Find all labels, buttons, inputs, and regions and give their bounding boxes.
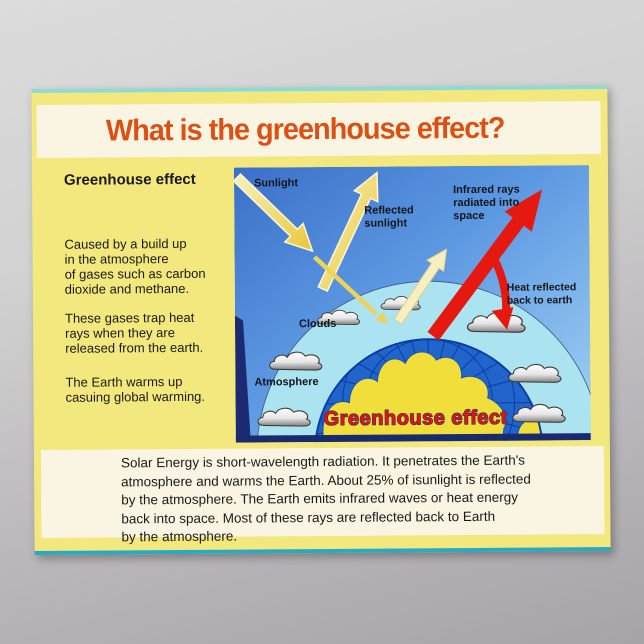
diagram-caption: Greenhouse effect (323, 406, 508, 430)
footer-paragraph: Solar Energy is short-wavelength radiation. It penetrates the Earth's atmosphere and warms the Earth. About 25% of isunlight is reflected by the atmosphere. The Earth emits infrared waves or heat energy back into space. Most of these rays are reflected back to Earth by the atmosphere. (120, 452, 531, 545)
poster-edge-bottom (35, 547, 611, 555)
label-reflected-line1: Reflected (364, 204, 414, 217)
label-infrared-line1: Infrared rays (453, 183, 520, 197)
sidebar-paragraph: The Earth warms up casuing global warming. (65, 373, 206, 405)
poster (31, 85, 610, 555)
label-infrared-line3: space (453, 209, 485, 223)
page-title: What is the greenhouse effect? (105, 111, 505, 148)
label-sunlight: Sunlight (254, 177, 299, 190)
sidebar-paragraph: Caused by a build up in the atmosphere of gases such as carbon dioxide and methane. (64, 235, 206, 297)
greenhouse-diagram (234, 165, 591, 442)
poster-edge-top (31, 85, 607, 93)
sidebar-heading: Greenhouse effect (63, 170, 196, 189)
label-heat-line1: Heat reflected (506, 281, 577, 294)
label-heat-line2: back to earth (506, 294, 573, 307)
sidebar-paragraph: These gases trap heat rays when they are released from the earth. (64, 309, 204, 356)
label-infrared-line2: radiated into (453, 196, 520, 210)
diagram-canvas (234, 165, 591, 442)
footer-panel (41, 446, 605, 545)
label-reflected-line2: sunlight (364, 217, 408, 230)
label-atmosphere: Atmosphere (254, 376, 319, 389)
title-panel (36, 101, 600, 158)
label-clouds: Clouds (298, 317, 337, 331)
